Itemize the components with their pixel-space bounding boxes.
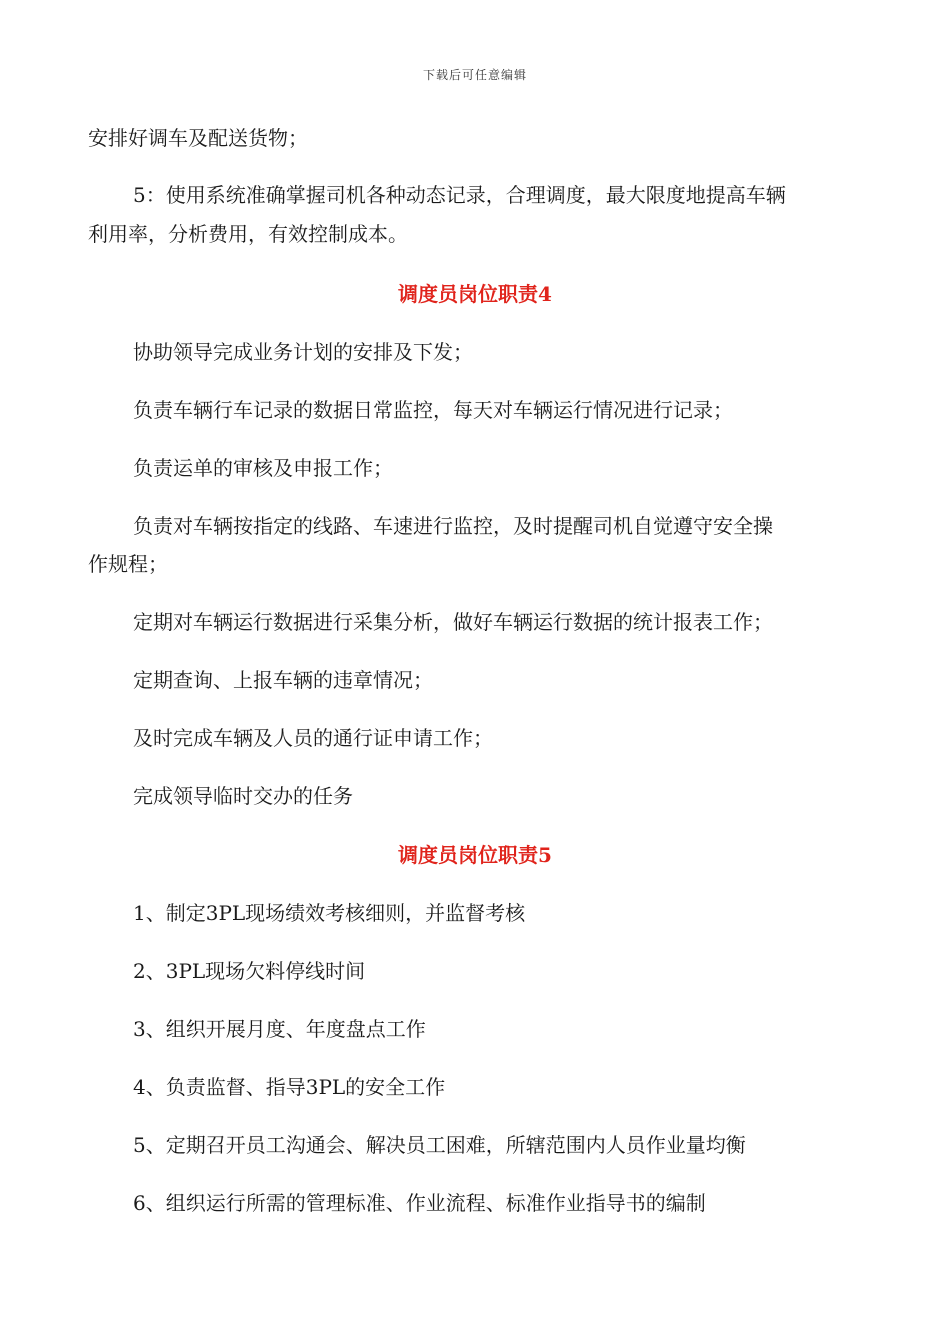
list-item: 1、制定3PL现场绩效考核细则，并监督考核 [133, 901, 526, 925]
paragraph-line: 作规程； [88, 552, 168, 576]
list-item: 2、3PL现场欠料停线时间 [133, 959, 366, 983]
paragraph-line: 负责运单的审核及申报工作； [133, 456, 393, 480]
paragraph-line: 及时完成车辆及人员的通行证申请工作； [133, 726, 493, 750]
paragraph-line: 利用率，分析费用，有效控制成本。 [88, 222, 408, 246]
paragraph-line: 安排好调车及配送货物； [88, 126, 308, 150]
paragraph-line: 5：使用系统准确掌握司机各种动态记录，合理调度，最大限度地提高车辆 [133, 183, 786, 207]
list-item: 5、定期召开员工沟通会、解决员工困难，所辖范围内人员作业量均衡 [133, 1133, 746, 1157]
paragraph-line: 负责车辆行车记录的数据日常监控，每天对车辆运行情况进行记录； [133, 398, 733, 422]
paragraph-line: 负责对车辆按指定的线路、车速进行监控，及时提醒司机自觉遵守安全操 [133, 514, 773, 538]
list-item: 4、负责监督、指导3PL的安全工作 [133, 1075, 446, 1099]
paragraph-line: 定期查询、上报车辆的违章情况； [133, 668, 433, 692]
section-heading-5: 调度员岗位职责5 [398, 843, 552, 867]
page-header-note: 下载后可任意编辑 [422, 68, 527, 82]
list-item: 6、组织运行所需的管理标准、作业流程、标准作业指导书的编制 [133, 1191, 706, 1215]
paragraph-line: 协助领导完成业务计划的安排及下发； [133, 340, 473, 364]
paragraph-line: 完成领导临时交办的任务 [133, 784, 353, 808]
section-heading-4: 调度员岗位职责4 [398, 282, 552, 306]
list-item: 3、组织开展月度、年度盘点工作 [133, 1017, 426, 1041]
paragraph-line: 定期对车辆运行数据进行采集分析，做好车辆运行数据的统计报表工作； [133, 610, 773, 634]
